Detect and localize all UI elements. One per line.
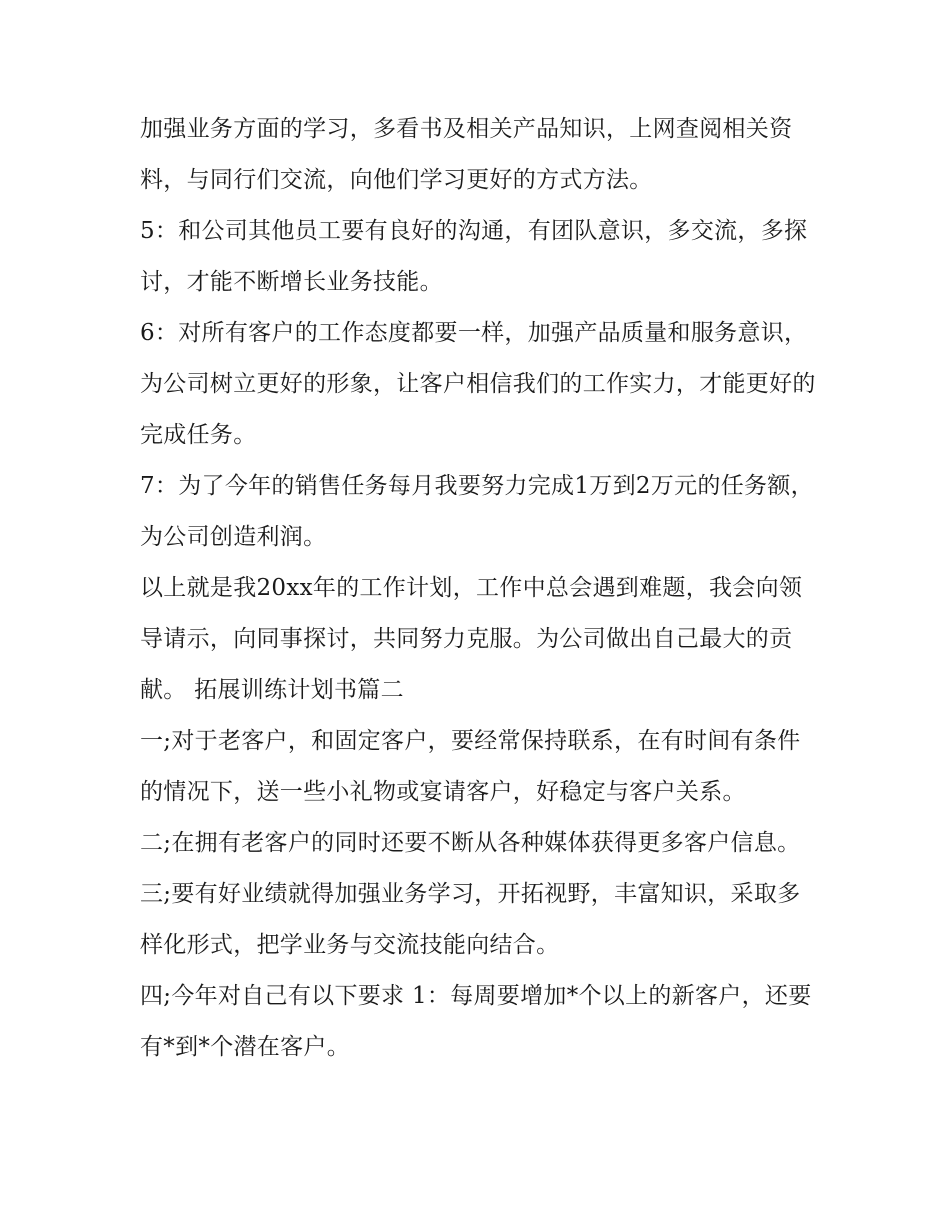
paragraph-point-2-3: 二;在拥有老客户的同时还要不断从各种媒体获得更多客户信息。 三;要有好业绩就得加强业务学习，开拓视野，丰富知识，采取多样化形式，把学业务与交流技能向结合。 [140,830,809,958]
paragraph-item-7: 7：为了今年的销售任务每月我要努力完成1万到2万元的任务额，为公司创造利润。 [140,473,814,550]
paragraph-summary: 以上就是我20xx年的工作计划，工作中总会遇到难题，我会向领导请示，向同事探讨，共同努力克服。为公司做出自己最大的贡献。 拓展训练计划书篇二 [140,575,803,703]
paragraph-item-6: 6：对所有客户的工作态度都要一样，加强产品质量和服务意识，为公司树立更好的形象，让客户相信我们的工作实力，才能更好的完成任务。 [140,320,816,448]
paragraph-point-1: 一;对于老客户，和固定客户，要经常保持联系，在有时间有条件的情况下，送一些小礼物或宴请客户，好稳定与客户关系。 [140,728,801,805]
paragraph-study: 加强业务方面的学习，多看书及相关产品知识，上网查阅相关资料，与同行们交流，向他们学习更好的方式方法。 [140,116,793,193]
paragraph-point-4: 四;今年对自己有以下要求 1：每周要增加*个以上的新客户，还要有*到*个潜在客户。 [140,983,812,1060]
paragraph-item-5: 5：和公司其他员工要有良好的沟通，有团队意识，多交流，多探讨，才能不断增长业务技能。 [140,218,808,295]
document-body [140,104,820,1073]
